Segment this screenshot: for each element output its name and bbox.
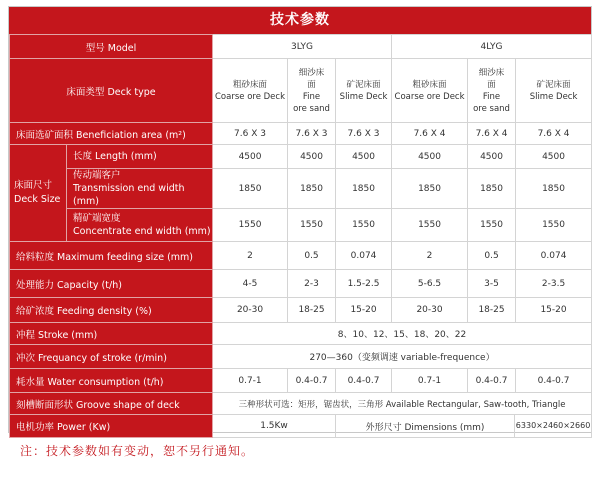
frequency-row [10,345,592,369]
concentrate-width-value: 1550 [336,209,392,242]
beneficiation-value: 7.6 X 4 [392,123,468,145]
model-label: 型号 Model [10,35,213,59]
groove-row [10,393,592,415]
spec-table-frame [8,6,592,433]
deck-type-cell: 粗砂床面 Coarse ore Deck [392,59,468,123]
deck-type-cell: 矿泥床面 Slime Deck [516,59,592,123]
feeding-density-value: 20-30 [392,298,468,323]
concentrate-width-value: 1550 [516,209,592,242]
concentrate-width-value: 1550 [213,209,288,242]
deck-type-cell: 粗砂床面 Coarse ore Deck [213,59,288,123]
beneficiation-value: 7.6 X 4 [516,123,592,145]
beneficiation-value: 7.6 X 4 [468,123,516,145]
water-value: 0.4-0.7 [288,369,336,393]
beneficiation-label: 床面选矿面积 Beneficiation area (m²) [10,123,213,145]
concentrate-width-value: 1550 [392,209,468,242]
stroke-row [10,323,592,345]
capacity-row [10,270,592,298]
feeding-density-value: 18-25 [288,298,336,323]
power-row [10,415,592,438]
model-3lyg: 3LYG [213,35,392,59]
capacity-value: 2-3.5 [516,270,592,298]
deck-length-label: 长度 Length (mm) [67,145,213,169]
deck-length-value: 4500 [213,145,288,169]
transmission-width-value: 1850 [213,169,288,209]
water-value: 0.7-1 [213,369,288,393]
feeding-density-value: 15-20 [336,298,392,323]
water-value: 0.4-0.7 [516,369,592,393]
feeding-density-value: 18-25 [468,298,516,323]
transmission-width-value: 1850 [516,169,592,209]
transmission-width-value: 1850 [288,169,336,209]
deck-size-label: 床面尺寸 Deck Size [10,145,67,242]
feeding-density-value: 15-20 [516,298,592,323]
deck-length-value: 4500 [516,145,592,169]
capacity-value: 4-5 [213,270,288,298]
feeding-size-value: 2 [213,242,288,270]
deck-type-cell: 细沙床 面 Fine ore sand [468,59,516,123]
capacity-value: 1.5-2.5 [336,270,392,298]
feeding-size-label: 给料粒度 Maximum feeding size (mm) [10,242,213,270]
capacity-value: 3-5 [468,270,516,298]
power-label: 电机功率 Power (Kw) [10,415,213,438]
feeding-size-value: 0.5 [288,242,336,270]
transmission-width-row [10,169,592,209]
capacity-value: 5-6.5 [392,270,468,298]
deck-type-label: 床面类型 Deck type [10,59,213,123]
water-label: 耗水量 Water consumption (t/h) [10,369,213,393]
water-row [10,369,592,393]
groove-value: 三种形状可选：矩形，锯齿状，三角形 Available Rectangular, Saw-tooth, Triangle [213,393,592,415]
beneficiation-value: 7.6 X 3 [336,123,392,145]
concentrate-width-value: 1550 [288,209,336,242]
feeding-size-row [10,242,592,270]
dimensions-value: 6330×2460×2660 [514,415,591,437]
feeding-size-value: 0.074 [336,242,392,270]
beneficiation-value: 7.6 X 3 [288,123,336,145]
concentrate-width-label: 精矿端宽度 Concentrate end width (mm) [67,209,213,242]
frequency-label: 冲次 Frequancy of stroke (r/min) [10,345,213,369]
table-title: 技术参数 [9,7,591,34]
feeding-size-value: 2 [392,242,468,270]
feeding-size-value: 0.074 [516,242,592,270]
transmission-width-value: 1850 [468,169,516,209]
water-value: 0.4-0.7 [468,369,516,393]
groove-label: 刻槽断面形状 Groove shape of deck [10,393,213,415]
beneficiation-value: 7.6 X 3 [213,123,288,145]
power-value: 1.5Kw [213,415,336,438]
deck-length-value: 4500 [336,145,392,169]
feeding-size-value: 0.5 [468,242,516,270]
capacity-value: 2-3 [288,270,336,298]
model-4lyg: 4LYG [392,35,592,59]
frequency-value: 270—360（变频调速 variable-frequence） [213,345,592,369]
water-value: 0.4-0.7 [336,369,392,393]
transmission-width-value: 1850 [392,169,468,209]
deck-type-cell: 矿泥床面 Slime Deck [336,59,392,123]
deck-length-value: 4500 [392,145,468,169]
deck-length-row [10,145,592,169]
concentrate-width-row [10,209,592,242]
concentrate-width-value: 1550 [468,209,516,242]
deck-length-value: 4500 [468,145,516,169]
capacity-label: 处理能力 Capacity (t/h) [10,270,213,298]
dimensions-label: 外形尺寸 Dimensions (mm) [365,422,485,433]
transmission-width-label: 传动端客户 Transmission end width (mm) [67,169,213,209]
dimensions-cell [336,415,592,438]
model-row [10,35,592,59]
transmission-width-value: 1850 [336,169,392,209]
feeding-density-value: 20-30 [213,298,288,323]
deck-length-value: 4500 [288,145,336,169]
water-value: 0.7-1 [392,369,468,393]
stroke-label: 冲程 Stroke (mm) [10,323,213,345]
stroke-value: 8、10、12、15、18、20、22 [213,323,592,345]
deck-type-cell: 细沙床 面 Fine ore sand [288,59,336,123]
feeding-density-label: 给矿浓度 Feeding density (%) [10,298,213,323]
spec-table [9,34,592,438]
footnote: 注：技术参数如有变动，恕不另行通知。 [20,444,255,458]
deck-type-row [10,59,592,123]
beneficiation-row [10,123,592,145]
feeding-density-row [10,298,592,323]
